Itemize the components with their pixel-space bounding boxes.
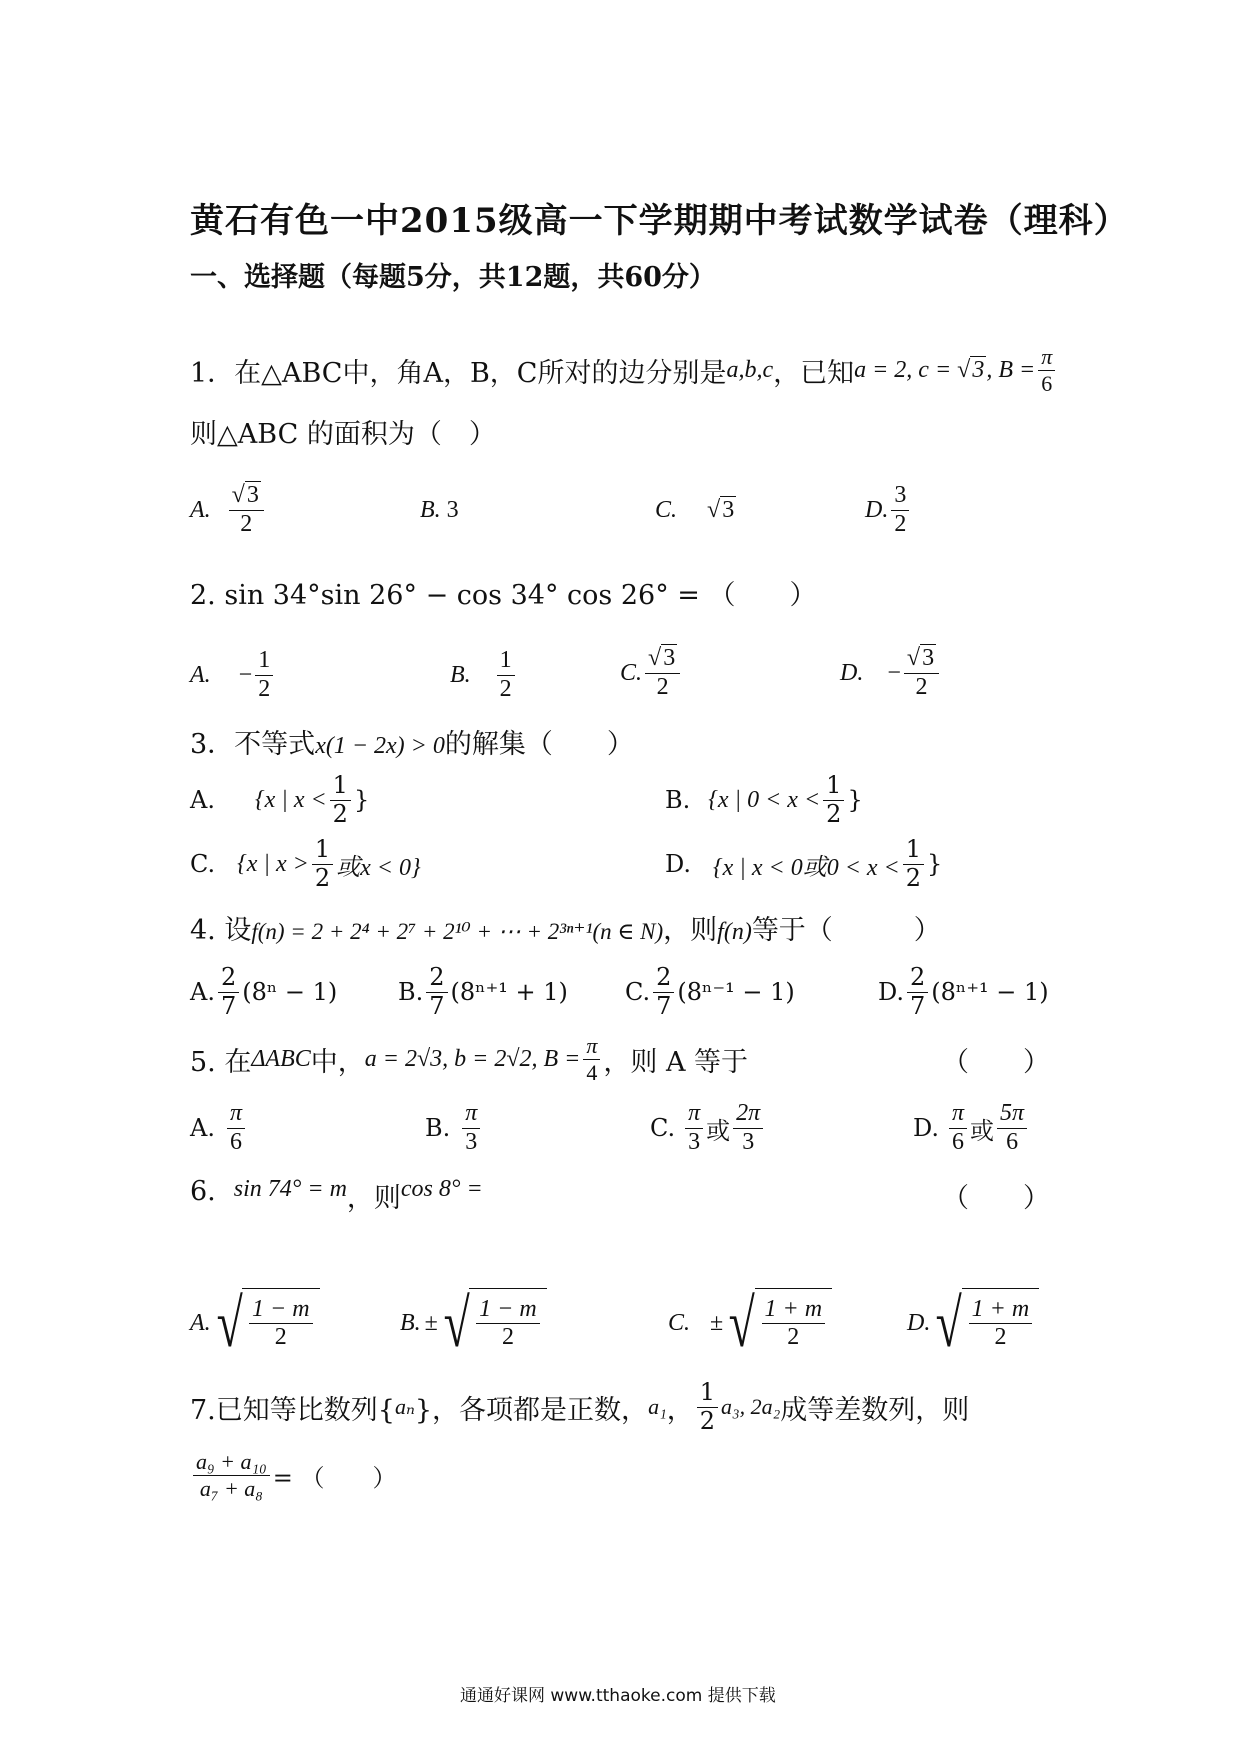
q1-option-b [420, 497, 459, 524]
option-label: D. [913, 1114, 940, 1142]
q5-d-frac2 [997, 1101, 1027, 1154]
q2-a-den: 2 [258, 675, 271, 702]
q5-b-den: 3 [465, 1128, 478, 1155]
q3-d-post: } [927, 850, 943, 878]
q5-d-frac [949, 1101, 967, 1154]
q6-option-b [400, 1285, 547, 1361]
option-label: D. [665, 850, 692, 878]
q4-b-frac [426, 965, 447, 1018]
q2-option-b [450, 645, 518, 705]
option-label: A. [190, 496, 211, 523]
q6-c-den: 2 [787, 1324, 800, 1350]
q2-b-num: 1 [497, 648, 515, 675]
q5-d-den: 6 [952, 1128, 965, 1155]
q6-b-den: 2 [501, 1324, 514, 1350]
q3-option-b [665, 768, 863, 832]
q4-option-c [625, 960, 795, 1024]
q5-option-d [913, 1096, 1030, 1160]
q5-triangle: ΔABC [251, 1045, 311, 1072]
q1-option-d [865, 480, 912, 540]
option-label: D. [865, 496, 889, 523]
q2-a-num: 1 [255, 648, 273, 675]
q6-b-sqrt: √ $\frac{1 - m}{2}$ [438, 1288, 547, 1358]
q5-c-frac2 [733, 1101, 763, 1154]
q5-d-num2: 5π [997, 1101, 1027, 1128]
q1-d-den: 2 [894, 510, 907, 537]
q2-option-a [190, 645, 276, 705]
option-label: C. [650, 1114, 676, 1142]
q5-a-frac [227, 1101, 245, 1154]
q1-a-frac: $\frac{√3}{2}$ [229, 483, 264, 536]
option-label: D. [840, 659, 864, 686]
q1-b-val: 3 [446, 497, 459, 523]
q3-c-num: 1 [312, 837, 333, 864]
question-1 [190, 340, 1058, 400]
q1-cond-a: a = 2, c = [854, 356, 958, 383]
q1-a-den: 2 [240, 510, 253, 537]
q4-fn: f(n) [717, 919, 752, 945]
q2-a-sign: − [238, 661, 253, 688]
q1-condition: a = 2, c = √3, B = [854, 356, 1036, 383]
exam-title: 黄石有色一中2015级高一下学期期中考试数学试卷（理科） [190, 201, 1129, 241]
q1-c-val: 3 [722, 497, 735, 523]
question-5 [190, 1028, 1050, 1090]
q7-sep: ， [666, 1394, 694, 1426]
q5-a-num: π [227, 1101, 245, 1128]
q7-a1: a₁ [648, 1394, 667, 1419]
q4-c-den: 7 [656, 991, 672, 1020]
q3-c-pre: {x | x > [237, 850, 309, 877]
q5-frac-den: 4 [586, 1059, 598, 1085]
q3-b-post: } [847, 786, 863, 814]
q3-a-pre: {x | x < [254, 786, 327, 813]
q3-b-num: 1 [823, 773, 844, 800]
q2-option-c [620, 640, 683, 706]
option-label: B. [400, 1309, 421, 1336]
q3-a-num: 1 [330, 773, 351, 800]
q1-d-num: 3 [891, 483, 909, 510]
q6-d-num: 1 + m [969, 1297, 1033, 1324]
q5-stem-b: 中， [310, 1046, 365, 1078]
q2-b-frac [497, 648, 515, 701]
footer-source: 通通好课网 www.tthaoke.com 提供下载 [460, 1686, 776, 1706]
q1-a-num: 3 [246, 482, 259, 509]
q3-b-pre: {x | 0 < x < [708, 786, 821, 813]
q7-a3: a₃, 2a₂ [721, 1394, 781, 1419]
q1-stem: 1．在△ABC中，角A，B，C所对的边分别是 [190, 357, 727, 389]
q4-option-b [398, 960, 568, 1024]
q4-c-num: 2 [653, 965, 674, 992]
option-label: A. [190, 786, 215, 814]
q6-option-c [668, 1285, 832, 1361]
option-label: A. [190, 1114, 215, 1142]
q2-d-frac: $\frac{√3}{2}$ [904, 646, 939, 699]
q6-d-sqrt: √ $\frac{1 + m}{2}$ [930, 1288, 1039, 1358]
option-label: B. [665, 786, 691, 814]
q5-option-a [190, 1096, 248, 1160]
q2-c-num: 3 [663, 645, 676, 672]
q7-half [697, 1380, 718, 1433]
q3-option-c [190, 832, 421, 896]
option-label: C. [190, 850, 216, 878]
q5-c-den: 3 [688, 1128, 701, 1155]
q4-c-frac [653, 965, 674, 1018]
q6-stem: 6. [190, 1176, 216, 1207]
q5-stem-c: ，则 A 等于 [603, 1046, 749, 1078]
q5-c-num2: 2π [733, 1101, 763, 1128]
q5-stem: 5. 在 [190, 1046, 252, 1078]
option-label: D. [907, 1309, 931, 1336]
q3-option-a [190, 768, 369, 832]
option-label: B. [420, 497, 441, 523]
question-4 [190, 908, 941, 947]
q4-d-frac [907, 965, 928, 1018]
q3-a-post: } [353, 786, 370, 814]
q2-option-d [840, 640, 942, 706]
q7-stem: 7.已知等比数列{ [190, 1394, 395, 1426]
q2-d-sign: − [887, 659, 901, 686]
q3-stem: 3．不等式 [190, 729, 316, 760]
q7-ratio-den: a₇ + a₈ [199, 1475, 263, 1501]
q4-function: f(n) = 2 + 2⁴ + 2⁷ + 2¹⁰ + ⋯ + 2³ⁿ⁺¹(n ∈ N) [251, 919, 664, 944]
q3-c-post: 或x < 0} [336, 854, 421, 881]
q3-a-den: 2 [332, 799, 348, 828]
q4-d-tail: (8ⁿ⁺¹ − 1) [931, 978, 1049, 1006]
q1-pi-over-6 [1038, 345, 1055, 394]
option-label: B. [398, 978, 424, 1006]
q4-d-num: 2 [907, 965, 928, 992]
q6-c-sqrt: √ $\frac{1 + m}{2}$ [723, 1288, 832, 1358]
option-label: C. [620, 659, 643, 686]
q3-inequality: x(1 − 2x) > 0 [315, 733, 445, 759]
q1-line2: 则△ABC 的面积为（ ） [190, 419, 496, 450]
q7-tail: = （ ） [272, 1463, 397, 1492]
q5-pi-over-4 [583, 1034, 600, 1083]
option-label: C. [655, 497, 678, 523]
q5-option-b [425, 1096, 483, 1160]
q4-b-den: 7 [429, 991, 445, 1020]
q4-option-d [878, 960, 1049, 1024]
q1-frac-num: π [1038, 345, 1055, 370]
option-label: B. [450, 661, 471, 688]
q3-c-den: 2 [314, 863, 331, 892]
q1-cond-c: , B = [986, 356, 1036, 383]
q5-answer-paren: （ ） [942, 1046, 1050, 1078]
q6-condition: sin 74° = m [233, 1176, 347, 1202]
q1-frac-den: 6 [1041, 370, 1053, 396]
q4-a-num: 2 [218, 965, 239, 992]
question-3 [190, 722, 634, 761]
option-label: A. [190, 978, 215, 1006]
q6-c-num: 1 + m [762, 1297, 826, 1324]
q4-option-a [190, 960, 337, 1024]
q3-d-pre: {x | x < 0或0 < x < [713, 854, 900, 881]
q3-a-frac [330, 773, 351, 826]
q6-b-num: 1 − m [476, 1297, 540, 1324]
q3-d-frac [903, 837, 924, 890]
option-label: A. [190, 1309, 211, 1336]
q1-option-c: C. √3 [655, 497, 735, 523]
q7-ratio [193, 1450, 270, 1499]
q3-d-den: 2 [905, 863, 922, 892]
option-label: C. [625, 978, 651, 1006]
q6-option-d [907, 1285, 1039, 1361]
q5-a-den: 6 [229, 1128, 242, 1155]
q1-cond-root: 3 [972, 356, 985, 383]
q5-condition: a = 2√3, b = 2√2, B = [364, 1045, 581, 1072]
q6-stem-b: ，则 [346, 1183, 401, 1214]
q4-a-frac [218, 965, 239, 1018]
q4-a-tail: (8ⁿ − 1) [242, 978, 338, 1006]
question-7 [190, 1374, 969, 1440]
q5-d-or: 或 [970, 1116, 995, 1145]
q1-d-frac [891, 483, 909, 536]
q4-b-tail: (8ⁿ⁺¹ + 1) [450, 978, 568, 1006]
q1-stem-b: ，已知 [773, 357, 855, 389]
q6-c-sign: ± [710, 1309, 724, 1336]
q4-d-den: 7 [910, 991, 926, 1020]
option-label: C. [668, 1309, 691, 1336]
q2-c-den: 2 [656, 673, 669, 700]
q4-stem: 4. 设 [190, 915, 252, 946]
q6-b-sign: ± [424, 1309, 438, 1336]
q5-c-num: π [685, 1101, 703, 1128]
q6-option-a [190, 1285, 320, 1361]
q5-frac-num: π [583, 1034, 600, 1059]
section-heading: 一、选择题（每题5分，共12题，共60分） [190, 262, 716, 293]
q5-b-frac [462, 1101, 480, 1154]
option-label: A. [190, 661, 211, 688]
q3-b-den: 2 [826, 799, 842, 828]
q3-stem-b: 的解集（ ） [444, 729, 634, 760]
q2-c-frac: $\frac{√3}{2}$ [645, 646, 680, 699]
q4-a-den: 7 [220, 991, 237, 1020]
q3-b-frac [823, 773, 844, 826]
q5-b-num: π [462, 1101, 480, 1128]
q5-c-or: 或 [706, 1116, 731, 1145]
q3-c-frac [312, 837, 333, 890]
q7-ratio-num: a₉ + a₁₀ [193, 1450, 270, 1475]
q7-line2 [190, 1440, 397, 1510]
q5-d-num: π [949, 1101, 967, 1128]
q5-d-den2: 6 [1006, 1128, 1019, 1155]
q5-c-den2: 3 [742, 1128, 755, 1155]
q5-c-frac [685, 1101, 703, 1154]
q5-option-c [650, 1096, 766, 1160]
q7-an: aₙ [394, 1394, 415, 1419]
q7-stem-b: }，各项都是正数， [414, 1394, 649, 1426]
q4-c-tail: (8ⁿ⁻¹ − 1) [677, 978, 795, 1006]
q7-half-den: 2 [699, 1406, 715, 1435]
q7-stem-c: 成等差数列，则 [780, 1394, 970, 1426]
q6-a-den: 2 [274, 1324, 287, 1350]
q4-stem-b: ，则 [663, 915, 718, 946]
q6-d-den: 2 [994, 1324, 1007, 1350]
q4-b-num: 2 [426, 965, 447, 992]
question-6 [190, 1176, 1050, 1215]
q3-d-num: 1 [903, 837, 924, 864]
q2-d-num: 3 [922, 645, 935, 672]
q6-expression: cos 8° = [400, 1176, 483, 1202]
option-label: B. [425, 1114, 451, 1142]
question-2: 2. sin 34°sin 26° − cos 34° cos 26° = （ ） [190, 580, 817, 611]
q4-stem-c: 等于（ ） [751, 915, 941, 946]
q1-vars: a,b,c [726, 356, 774, 383]
option-label: D. [878, 978, 905, 1006]
q3-option-d [665, 832, 942, 896]
q2-b-den: 2 [499, 675, 512, 702]
q2-a-frac [255, 648, 273, 701]
q2-d-den: 2 [915, 673, 928, 700]
q6-answer-paren: （ ） [942, 1183, 1050, 1214]
q1-option-a [190, 480, 267, 540]
q6-a-sqrt: √ $\frac{1 - m}{2}$ [211, 1288, 320, 1358]
q7-half-num: 1 [697, 1380, 718, 1407]
q6-a-num: 1 − m [249, 1297, 313, 1324]
